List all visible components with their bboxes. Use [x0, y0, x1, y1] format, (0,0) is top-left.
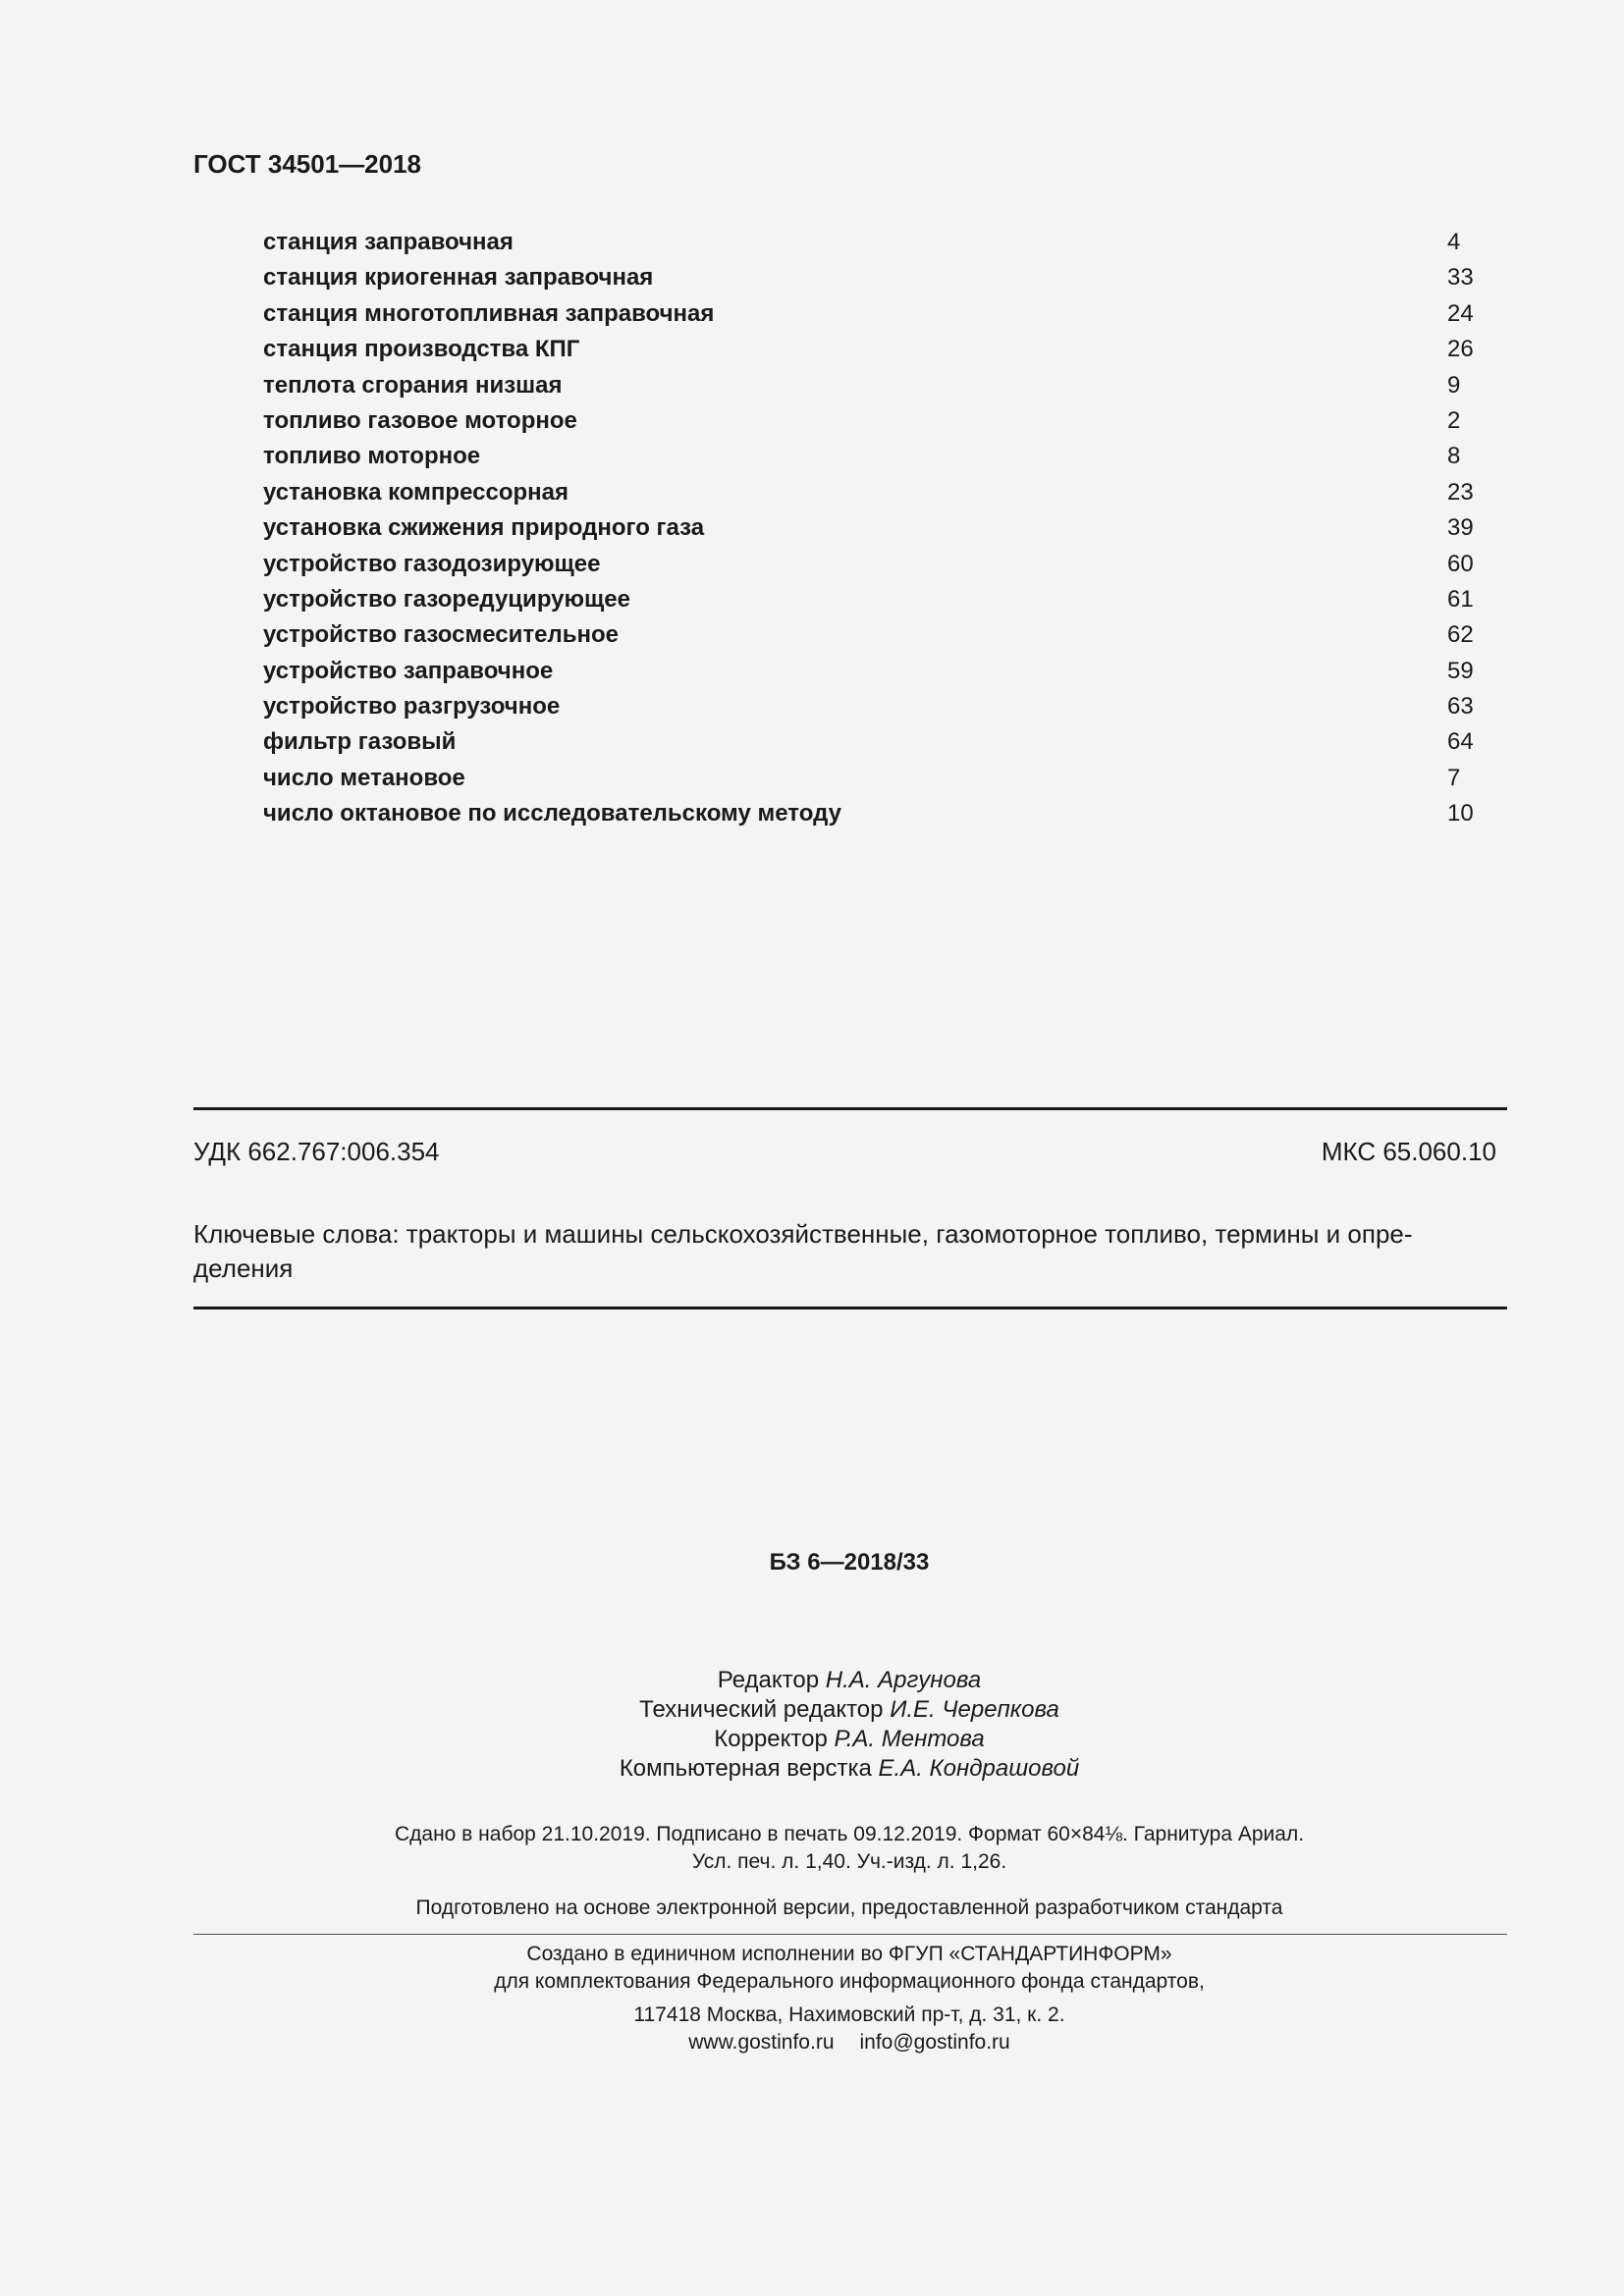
index-term: установка сжижения природного газа — [263, 514, 705, 542]
index-entry — [263, 332, 1481, 367]
email-link[interactable]: info@gostinfo.ru — [859, 2031, 1010, 2054]
editors-block — [0, 1666, 1624, 1784]
keywords-line-2: деления — [193, 1254, 294, 1283]
index-number: 8 — [1447, 443, 1461, 470]
index-entry — [263, 547, 1481, 582]
index-term: станция производства КПГ — [263, 336, 580, 363]
index-number: 10 — [1447, 800, 1474, 828]
index-number: 9 — [1447, 371, 1461, 399]
index-entry — [263, 225, 1481, 260]
divider-top — [193, 1107, 1507, 1110]
created-line-1: Создано в единичном исполнении во ФГУП «СТАНДАРТИНФОРМ» — [526, 1943, 1172, 1965]
print-line-2: Усл. печ. л. 1,40. Уч.-изд. л. 1,26. — [691, 1850, 1007, 1873]
editor-name: И.Е. Черепкова — [890, 1696, 1059, 1723]
index-number: 23 — [1447, 478, 1474, 506]
editor-name: Е.А. Кондрашовой — [878, 1755, 1080, 1782]
divider-bottom — [193, 1307, 1507, 1309]
index-term: топливо моторное — [263, 443, 481, 470]
editor-role: Компьютерная верстка — [619, 1755, 872, 1782]
index-number: 39 — [1447, 514, 1474, 542]
index-entry — [263, 796, 1481, 831]
editor-line — [0, 1666, 1624, 1695]
index-number: 7 — [1447, 764, 1461, 791]
index-term: устройство разгрузочное — [263, 693, 561, 721]
index-term: топливо газовое моторное — [263, 406, 577, 434]
index-number: 2 — [1447, 406, 1461, 434]
index-entry — [263, 439, 1481, 474]
index-term: устройство газоредуцирующее — [263, 585, 630, 613]
index-number: 63 — [1447, 693, 1474, 721]
keywords-line-1: Ключевые слова: тракторы и машины сельскохозяйственные, газомоторное топливо, термины и опре- — [193, 1219, 1413, 1249]
divider-thin — [193, 1934, 1507, 1935]
index-term: теплота сгорания низшая — [263, 371, 563, 399]
index-term: фильтр газовый — [263, 728, 457, 756]
editor-role: Редактор — [717, 1667, 820, 1693]
index-term: число октановое по исследовательскому методу — [263, 800, 841, 828]
alphabetical-index — [263, 225, 1481, 832]
index-term: станция криогенная заправочная — [263, 264, 654, 292]
publisher-address: 117418 Москва, Нахимовский пр-т, д. 31, к. 2. — [633, 2003, 1065, 2026]
index-term: устройство газодозирующее — [263, 550, 601, 577]
contact-line — [0, 2029, 1624, 2056]
created-line-2: для комплектования Федерального информационного фонда стандартов, — [494, 1970, 1205, 1993]
udk-code: УДК 662.767:006.354 — [193, 1137, 440, 1166]
editor-line — [0, 1695, 1624, 1725]
editor-line — [0, 1754, 1624, 1784]
index-number: 60 — [1447, 550, 1474, 577]
index-entry — [263, 260, 1481, 295]
bz-number: БЗ 6—2018/33 — [769, 1549, 930, 1575]
index-entry — [263, 761, 1481, 796]
mks-code: МКС 65.060.10 — [1321, 1137, 1496, 1166]
editor-name: Р.А. Ментова — [834, 1726, 985, 1752]
index-term: устройство газосмесительное — [263, 621, 619, 649]
index-entry — [263, 296, 1481, 332]
index-term: станция многотопливная заправочная — [263, 299, 715, 327]
index-number: 64 — [1447, 728, 1474, 756]
index-entry — [263, 654, 1481, 689]
index-entry — [263, 582, 1481, 617]
editor-line — [0, 1725, 1624, 1754]
index-term: установка компрессорная — [263, 478, 568, 506]
index-entry — [263, 403, 1481, 439]
website-link[interactable]: www.gostinfo.ru — [688, 2031, 835, 2054]
index-number: 33 — [1447, 264, 1474, 292]
created-info — [0, 1941, 1624, 1996]
index-number: 24 — [1447, 299, 1474, 327]
editor-role: Корректор — [714, 1726, 828, 1752]
index-number: 59 — [1447, 657, 1474, 684]
index-term: станция заправочная — [263, 229, 514, 255]
index-entry — [263, 689, 1481, 724]
index-term: устройство заправочное — [263, 657, 554, 684]
index-number: 4 — [1447, 229, 1461, 255]
index-term: число метановое — [263, 764, 465, 791]
index-entry — [263, 724, 1481, 760]
index-entry — [263, 510, 1481, 546]
prepared-note: Подготовлено на основе электронной версии, предоставленной разработчиком стандарта — [415, 1896, 1283, 1919]
index-number: 61 — [1447, 585, 1474, 613]
editor-role: Технический редактор — [639, 1696, 884, 1723]
index-number: 26 — [1447, 336, 1474, 363]
publisher-contacts — [0, 2002, 1624, 2056]
print-line-1: Сдано в набор 21.10.2019. Подписано в печать 09.12.2019. Формат 60×84⅛. Гарнитура Ариал. — [394, 1823, 1305, 1845]
index-entry — [263, 368, 1481, 403]
index-entry — [263, 617, 1481, 653]
document-header: ГОСТ 34501—2018 — [193, 149, 421, 179]
index-entry — [263, 475, 1481, 510]
print-info — [0, 1821, 1624, 1876]
editor-name: Н.А. Аргунова — [825, 1667, 982, 1693]
keywords — [193, 1217, 1509, 1286]
index-number: 62 — [1447, 621, 1474, 649]
